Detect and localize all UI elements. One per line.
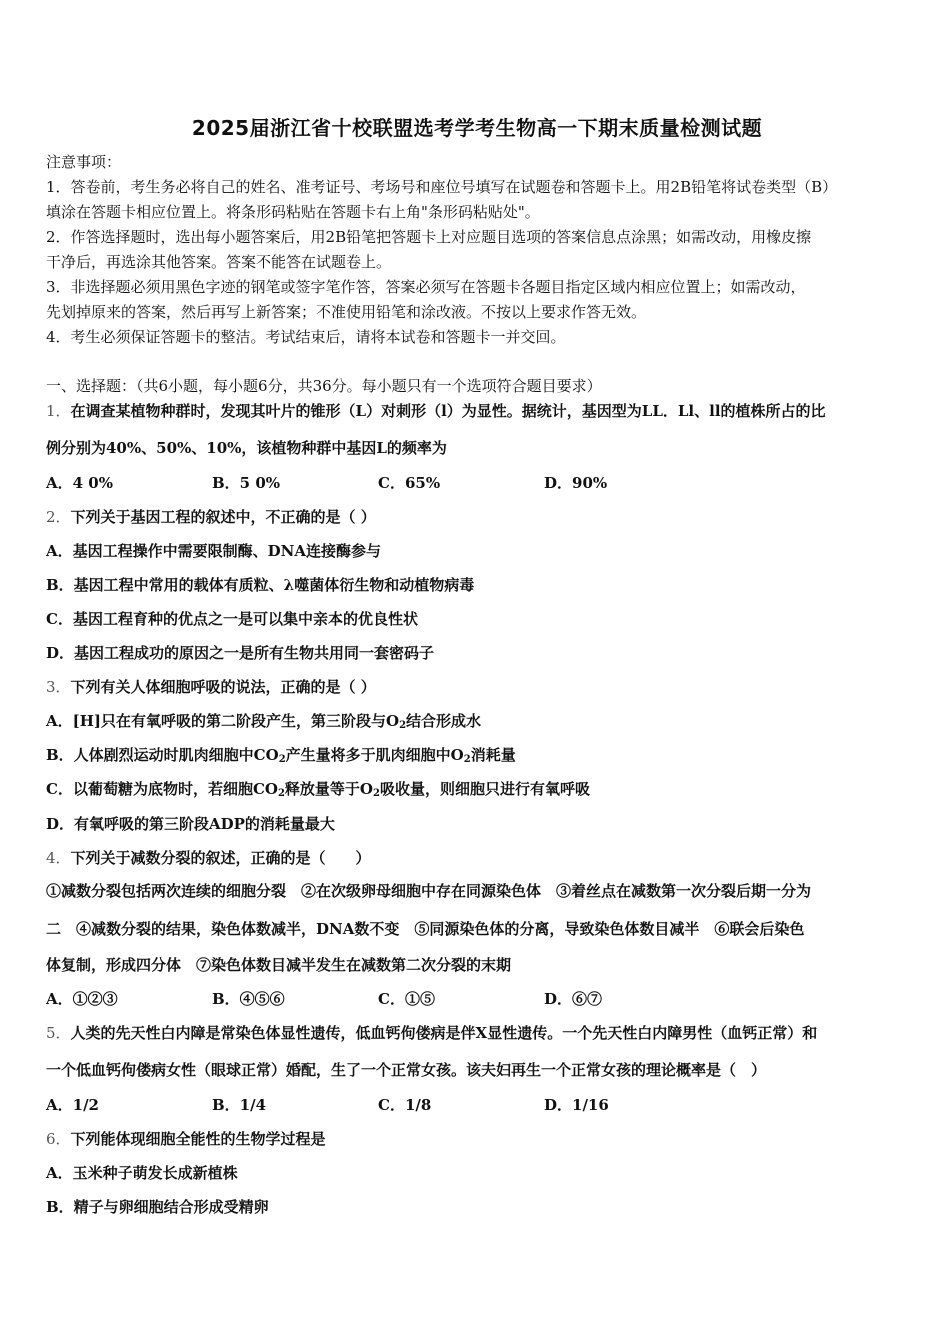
subscript: 2 [277,788,285,799]
option-b[interactable]: B．5 0% [212,474,281,492]
question-text: 下列能体现细胞全能性的生物学过程是 [70,1130,326,1148]
option-b[interactable]: B．基因工程中常用的载体有质粒、λ噬菌体衍生物和动植物病毒 [46,576,475,594]
option-b[interactable] [46,745,908,770]
option-c[interactable]: C．65% [378,474,441,492]
option-text: 产生量将多于肌肉细胞中O [285,746,464,764]
question-1 [46,401,908,421]
option-b[interactable]: B．1/4 [212,1096,267,1114]
question-number: 3． [46,678,71,696]
options-row [46,989,908,1009]
option-a[interactable]: A．4 0% [46,474,113,492]
notice-line: 4．考生必须保证答题卡的整洁。考试结束后，请将本试卷和答题卡一并交回。 [46,328,566,346]
option-a[interactable]: A．基因工程操作中需要限制酶、DNA连接酶参与 [46,542,381,560]
option-d[interactable]: D．基因工程成功的原因之一是所有生物共用同一套密码子 [46,644,435,662]
question-text: 下列关于减数分裂的叙述，正确的是（ ） [70,849,371,867]
option-b[interactable]: B．④⑤⑥ [212,990,285,1008]
option-a[interactable] [46,711,908,736]
options-row [46,1095,908,1115]
question-number: 2． [46,508,71,526]
statement-line: ①减数分裂包括两次连续的细胞分裂 ②在次级卵母细胞中存在同源染色体 ③着丝点在减数第一次分裂后期一分为 [46,882,812,900]
option-text: 释放量等于O [284,780,373,798]
option-text: 消耗量 [470,746,516,764]
question-text: 例分别为40%、50%、10%，该植物种群中基因L的频率为 [46,439,447,457]
option-text: 结合形成水 [406,712,482,730]
option-c[interactable]: C．基因工程育种的优点之一是可以集中亲本的优良性状 [46,610,418,628]
notice-line: 2．作答选择题时，选出每小题答案后，用2B铅笔把答题卡上对应题目选项的答案信息点涂黑；如需改动，用橡皮擦 [46,228,812,246]
option-c[interactable] [46,779,908,804]
option-b[interactable]: B．精子与卵细胞结合形成受精卵 [46,1198,269,1216]
question-text: 下列有关人体细胞呼吸的说法，正确的是（ ） [70,678,376,696]
question-4 [46,848,908,868]
question-2 [46,507,908,527]
option-text: 吸收量，则细胞只进行有氧呼吸 [379,780,590,798]
statement-line: 二 ④减数分裂的结果，染色体数减半，DNA数不变 ⑤同源染色体的分离，导致染色体数目减半 ⑥联会后染色 [46,920,805,938]
notice-line: 3．非选择题必须用黑色字迹的钢笔或签字笔作答，答案必须写在答题卡各题目指定区域内相应位置上；如需改动， [46,278,806,296]
question-text: 一个低血钙佝偻病女性（眼球正常）婚配，生了一个正常女孩。该夫妇再生一个正常女孩的理论概率是（ ） [46,1061,767,1079]
option-c[interactable]: C．①⑤ [378,990,435,1008]
option-d[interactable]: D．1/16 [544,1096,609,1114]
notice-line: 干净后，再选涂其他答案。答案不能答在试题卷上。 [46,253,392,271]
subscript: 2 [399,720,407,731]
section-header: 一、选择题：（共6小题，每小题6分，共36分。每小题只有一个选项符合题目要求） [46,377,602,395]
subscript: 2 [278,754,286,765]
options-row [46,473,908,493]
option-text: A．[H]只在有氧呼吸的第二阶段产生，第三阶段与O [46,712,400,730]
option-text: C．以葡萄糖为底物时，若细胞CO [46,780,278,798]
question-3 [46,677,908,697]
question-number: 4． [46,849,71,867]
option-a[interactable]: A．1/2 [46,1096,99,1114]
subscript: 2 [373,788,380,799]
option-d[interactable]: D．有氧呼吸的第三阶段ADP的消耗量最大 [46,815,335,833]
notice-heading: 注意事项： [46,153,122,171]
notice-line: 先划掉原来的答案，然后再写上新答案；不准使用铅笔和涂改液。不按以上要求作答无效。 [46,303,647,321]
question-number: 5． [46,1024,71,1042]
question-6 [46,1129,908,1149]
question-5 [46,1023,908,1043]
page-title: 2025届浙江省十校联盟选考学考生物高一下期末质量检测试题 [191,116,763,140]
option-text: B．人体剧烈运动时肌肉细胞中CO [46,746,279,764]
option-d[interactable]: D．⑥⑦ [544,990,603,1008]
option-a[interactable]: A．玉米种子萌发长成新植株 [46,1164,238,1182]
question-number: 6． [46,1130,71,1148]
statement-line: 体复制，形成四分体 ⑦染色体数目减半发生在减数第二次分裂的末期 [46,956,512,974]
question-text: 下列关于基因工程的叙述中，不正确的是（ ） [70,508,376,526]
option-a[interactable]: A．①②③ [46,990,118,1008]
question-text: 在调查某植物种群时，发现其叶片的锥形（L）对刺形（l）为显性。据统计，基因型为LL．Ll、ll的植株所占的比 [70,402,826,420]
notice-line: 填涂在答题卡相应位置上。将条形码粘贴在答题卡右上角"条形码粘贴处"。 [46,203,540,221]
option-c[interactable]: C．1/8 [378,1096,432,1114]
notice-line: 1．答卷前，考生务必将自己的姓名、准考证号、考场号和座位号填写在试题卷和答题卡上。用2B铅笔将试卷类型（B） [46,178,838,196]
subscript: 2 [463,754,471,765]
question-number: 1． [46,402,71,420]
question-text: 人类的先天性白内障是常染色体显性遗传，低血钙佝偻病是伴X显性遗传。一个先天性白内障男性（血钙正常）和 [70,1024,818,1042]
option-d[interactable]: D．90% [544,474,608,492]
